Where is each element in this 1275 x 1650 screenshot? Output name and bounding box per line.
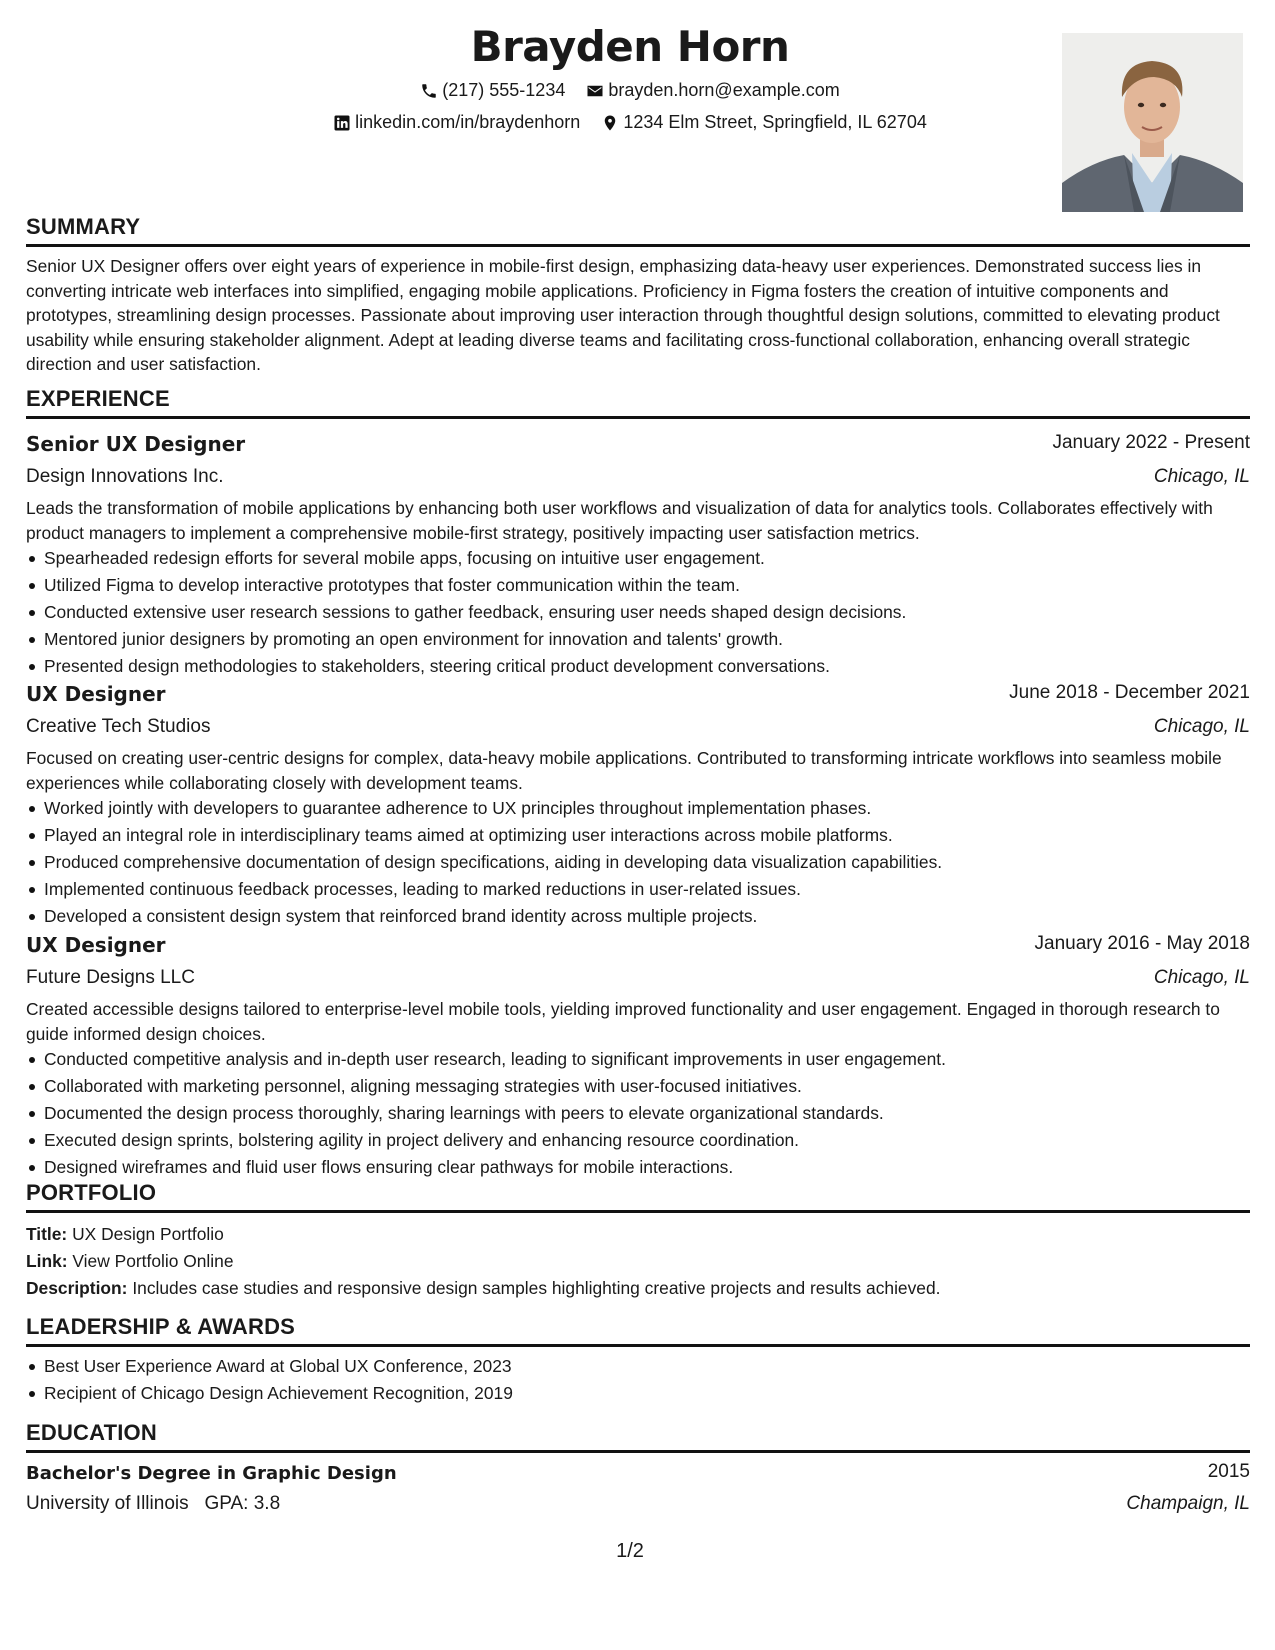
- list-item: Documented the design process thoroughly, sharing learnings with peers to elevate organizational standards.: [26, 1100, 1250, 1127]
- portfolio-title-label: Title:: [26, 1224, 68, 1244]
- profile-photo: [1062, 33, 1243, 212]
- linkedin-contact[interactable]: [333, 112, 580, 133]
- education-header: [26, 1461, 1250, 1491]
- job-subheader: [26, 462, 1250, 494]
- job-location: Chicago, IL: [1153, 716, 1250, 737]
- awards-list: [26, 1353, 1250, 1407]
- section-divider: [26, 1210, 1250, 1213]
- job-bullet-list: [26, 795, 1250, 930]
- address-text: 1234 Elm Street, Springfield, IL 62704: [623, 112, 927, 132]
- portfolio-link-label: Link:: [26, 1251, 68, 1271]
- section-divider: [26, 1450, 1250, 1453]
- portfolio-link-line: [26, 1248, 1250, 1275]
- job-title: Senior UX Designer: [26, 432, 246, 456]
- location-pin-icon: [601, 114, 619, 132]
- phone-text: (217) 555-1234: [442, 80, 566, 100]
- job-entry-3: [26, 933, 1250, 1181]
- job-header: [26, 933, 1250, 963]
- job-description: Leads the transformation of mobile applications by enhancing both user workflows and visualization of data for analytics tools. Collaborates effectively with product managers to implement a comprehensive mobile-first strategy, positively impacting user satisfaction metrics.: [26, 498, 1213, 543]
- portfolio-heading: PORTFOLIO: [26, 1180, 157, 1205]
- job-dates: January 2016 - May 2018: [1034, 933, 1250, 954]
- job-subheader: [26, 963, 1250, 995]
- portfolio-section: [26, 1178, 1250, 1302]
- education-subheader: [26, 1491, 1250, 1521]
- job-header: [26, 682, 1250, 712]
- education-location: Champaign, IL: [1126, 1493, 1250, 1514]
- portfolio-description-label: Description:: [26, 1278, 128, 1298]
- portfolio-description-line: [26, 1275, 1250, 1302]
- job-description: Created accessible designs tailored to enterprise-level mobile tools, yielding improved functionality and user engagement. Engaged in thorough research to guide informed design choices.: [26, 999, 1220, 1044]
- summary-section: [26, 212, 1250, 377]
- portfolio-link[interactable]: View Portfolio Online: [72, 1251, 234, 1271]
- list-item: Presented design methodologies to stakeholders, steering critical product development conversations.: [26, 653, 1250, 680]
- list-item: Best User Experience Award at Global UX Conference, 2023: [26, 1353, 1250, 1380]
- job-company: Creative Tech Studios: [26, 716, 211, 737]
- list-item: Designed wireframes and fluid user flows ensuring clear pathways for mobile interactions.: [26, 1154, 1250, 1181]
- portfolio-details: [26, 1221, 1250, 1302]
- page-indicator: 1/2: [616, 1540, 644, 1562]
- job-dates: January 2022 - Present: [1052, 432, 1250, 453]
- list-item: Utilized Figma to develop interactive prototypes that foster communication within the team.: [26, 572, 1250, 599]
- section-divider: [26, 1344, 1250, 1347]
- job-dates: June 2018 - December 2021: [1009, 682, 1250, 703]
- portfolio-description-value: Includes case studies and responsive design samples highlighting creative projects and results achieved.: [132, 1278, 941, 1298]
- job-company: Design Innovations Inc.: [26, 466, 224, 487]
- summary-heading: SUMMARY: [26, 214, 141, 239]
- education-section: [26, 1418, 1250, 1521]
- job-bullet-list: [26, 1046, 1250, 1181]
- list-item: Collaborated with marketing personnel, aligning messaging strategies with user-focused initiatives.: [26, 1073, 1250, 1100]
- job-subheader: [26, 712, 1250, 744]
- list-item: Spearheaded redesign efforts for several mobile apps, focusing on intuitive user engagement.: [26, 545, 1250, 572]
- job-entry-2: [26, 682, 1250, 930]
- phone-icon: [420, 82, 438, 100]
- portfolio-title-line: [26, 1221, 1250, 1248]
- list-item: Developed a consistent design system that reinforced brand identity across multiple projects.: [26, 903, 1250, 930]
- phone-contact: [420, 80, 565, 101]
- list-item: Produced comprehensive documentation of design specifications, aiding in developing data visualization capabilities.: [26, 849, 1250, 876]
- section-divider: [26, 244, 1250, 247]
- school-name: University of Illinois: [26, 1493, 189, 1514]
- list-item: Worked jointly with developers to guarantee adherence to UX principles throughout implementation phases.: [26, 795, 1250, 822]
- job-location: Chicago, IL: [1153, 967, 1250, 988]
- job-bullet-list: [26, 545, 1250, 680]
- email-contact[interactable]: [586, 80, 839, 101]
- linkedin-text[interactable]: linkedin.com/in/braydenhorn: [355, 112, 581, 132]
- linkedin-icon: [333, 114, 351, 132]
- email-text[interactable]: brayden.horn@example.com: [608, 80, 840, 100]
- list-item: Played an integral role in interdisciplinary teams aimed at optimizing user interactions across mobile platforms.: [26, 822, 1250, 849]
- leadership-heading: LEADERSHIP & AWARDS: [26, 1314, 296, 1339]
- summary-text: Senior UX Designer offers over eight years of experience in mobile-first design, emphasizing data-heavy user experiences. Demonstrated success lies in converting intricate web interfaces into simplified, engaging mobile applications. Proficiency in Figma fosters the creation of intuitive components and prototypes, streamlining design processes. Passionate about improving user interaction through thoughtful design solutions, committed to elevating product usability while ensuring stakeholder alignment. Adept at leading diverse teams and facilitating cross-functional collaboration, enhancing overall strategic direction and user satisfaction.: [26, 256, 1220, 375]
- degree: Bachelor's Degree in Graphic Design: [26, 1463, 397, 1484]
- job-title: UX Designer: [26, 933, 166, 957]
- list-item: Recipient of Chicago Design Achievement Recognition, 2019: [26, 1380, 1250, 1407]
- candidate-name: Brayden Horn: [470, 22, 790, 71]
- job-company: Future Designs LLC: [26, 967, 195, 988]
- list-item: Conducted competitive analysis and in-depth user research, leading to significant improvements in user engagement.: [26, 1046, 1250, 1073]
- list-item: Mentored junior designers by promoting an open environment for innovation and talents' growth.: [26, 626, 1250, 653]
- envelope-icon: [586, 82, 604, 100]
- list-item: Conducted extensive user research sessions to gather feedback, ensuring user needs shaped design decisions.: [26, 599, 1250, 626]
- portfolio-title-value: UX Design Portfolio: [72, 1224, 224, 1244]
- address-contact: [601, 112, 927, 133]
- graduation-year: 2015: [1207, 1461, 1250, 1482]
- job-title: UX Designer: [26, 682, 166, 706]
- job-location: Chicago, IL: [1153, 466, 1250, 487]
- gpa: GPA: 3.8: [204, 1493, 281, 1514]
- job-description: Focused on creating user-centric designs for complex, data-heavy mobile applications. Contributed to transforming intricate workflows into seamless mobile experiences while collaborating closely with development teams.: [26, 748, 1222, 793]
- education-heading: EDUCATION: [26, 1420, 157, 1445]
- job-entry-1: [26, 432, 1250, 680]
- section-divider: [26, 416, 1250, 419]
- job-header: [26, 432, 1250, 462]
- leadership-section: [26, 1312, 1250, 1407]
- resume-header: [0, 0, 1275, 220]
- list-item: Executed design sprints, bolstering agility in project delivery and enhancing resource coordination.: [26, 1127, 1250, 1154]
- experience-section: [26, 384, 1250, 419]
- school-and-gpa: [26, 1493, 280, 1515]
- list-item: Implemented continuous feedback processes, leading to marked reductions in user-related issues.: [26, 876, 1250, 903]
- experience-heading: EXPERIENCE: [26, 386, 170, 411]
